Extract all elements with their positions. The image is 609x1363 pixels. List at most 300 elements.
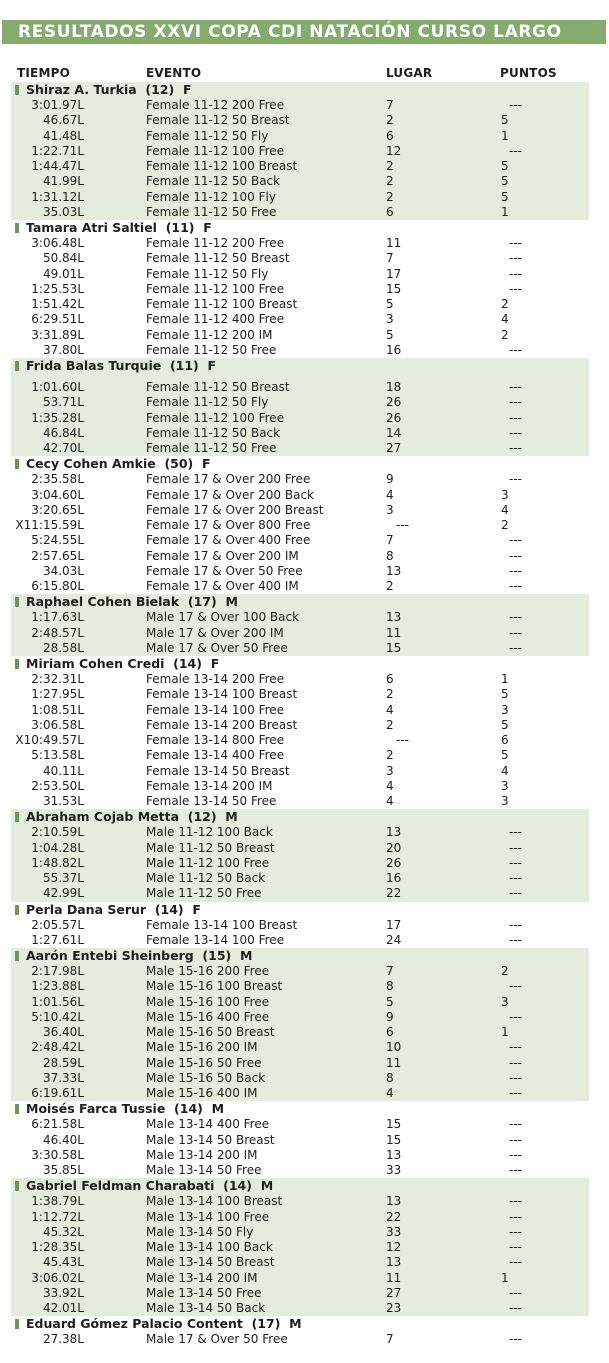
result-row	[0, 794, 609, 809]
result-time: 1:27.95L	[31, 687, 84, 702]
result-place: 11	[386, 625, 402, 640]
result-event: Male 15-16 400 Free	[146, 1009, 270, 1024]
result-place: 27	[386, 1285, 402, 1300]
result-row	[0, 1255, 609, 1270]
swimmer-name: Miriam Cohen Credi	[26, 656, 165, 671]
result-points: 4	[501, 763, 509, 778]
result-event: Female 11-12 50 Breast	[146, 251, 290, 266]
result-row	[0, 328, 609, 343]
result-event: Female 11-12 50 Fly	[146, 128, 269, 143]
result-time: 35.85L	[42, 1163, 84, 1177]
header-tiempo: TIEMPO	[17, 66, 70, 80]
result-row	[0, 488, 609, 503]
result-points: ---	[509, 979, 522, 994]
result-points: ---	[509, 1009, 522, 1024]
swimmer-heading	[0, 948, 609, 964]
result-time: 46.84L	[42, 425, 84, 440]
result-event: Female 17 & Over 800 Free	[146, 518, 311, 532]
result-row	[0, 1301, 609, 1316]
result-event: Male 11-12 50 Back	[146, 871, 266, 885]
result-row	[0, 918, 609, 933]
result-place: 13	[386, 1255, 402, 1270]
swimmer-age: (14)	[154, 901, 184, 917]
result-row	[0, 1086, 609, 1101]
result-points: 4	[501, 312, 509, 327]
result-points: ---	[509, 825, 522, 840]
result-points: 3	[501, 487, 509, 502]
result-row	[0, 718, 609, 733]
result-event: Male 15-16 50 Free	[146, 1055, 262, 1070]
result-place: 22	[386, 1209, 402, 1224]
result-points: ---	[509, 871, 522, 885]
result-points: ---	[509, 1285, 522, 1300]
result-time: 40.11L	[42, 763, 84, 778]
result-event: Female 11-12 100 Free	[146, 410, 285, 425]
result-points: ---	[509, 840, 522, 855]
result-place: 15	[386, 281, 402, 296]
swimmer-marker-icon	[15, 1319, 19, 1329]
result-points: 2	[501, 327, 509, 342]
result-place: 14	[386, 425, 402, 440]
result-place: 3	[386, 502, 394, 517]
result-row	[0, 1071, 609, 1086]
result-points: ---	[509, 1132, 522, 1147]
result-place: 13	[386, 563, 402, 578]
result-points: 5	[501, 748, 509, 763]
result-place: 6	[386, 204, 394, 219]
result-place: 22	[386, 886, 402, 901]
result-points: ---	[509, 441, 522, 455]
result-row	[0, 297, 609, 312]
swimmer-heading	[0, 594, 609, 610]
result-place: 11	[386, 236, 402, 250]
result-event: Female 11-12 200 Free	[146, 98, 285, 112]
result-event: Male 15-16 100 Free	[146, 994, 270, 1009]
result-place: ---	[396, 733, 409, 747]
result-time: 1:08.51L	[31, 702, 84, 717]
result-time: 1:31.12L	[31, 189, 84, 204]
result-points: ---	[509, 1332, 522, 1347]
result-points: 2	[501, 518, 509, 532]
result-points: ---	[509, 1070, 522, 1085]
result-row	[0, 733, 609, 748]
swimmer-gender: F	[202, 456, 211, 472]
result-place: 33	[386, 1224, 402, 1239]
result-place: 4	[386, 794, 394, 808]
result-row	[0, 98, 609, 113]
swimmer-name: Frida Balas Turquie	[26, 358, 162, 373]
result-row	[0, 995, 609, 1010]
result-time: 5:24.55L	[31, 533, 84, 548]
result-row	[0, 251, 609, 266]
result-event: Female 13-14 100 Breast	[146, 687, 298, 702]
swimmer-age: (14)	[223, 1178, 252, 1194]
result-row	[0, 1225, 609, 1240]
result-time: 6:15.80L	[31, 579, 84, 593]
result-time: 46.40L	[42, 1132, 84, 1147]
result-points: ---	[509, 1055, 522, 1070]
swimmer-marker-icon	[15, 905, 19, 915]
result-event: Female 13-14 200 IM	[146, 778, 273, 793]
result-time: 31.53L	[42, 794, 84, 808]
result-row	[0, 1025, 609, 1040]
result-points: 1	[501, 128, 509, 143]
swimmer-block	[0, 1101, 609, 1178]
result-place: 27	[386, 441, 402, 455]
result-points: ---	[509, 1240, 522, 1254]
result-place: 10	[386, 1040, 402, 1055]
result-event: Male 15-16 100 Breast	[146, 979, 283, 994]
swimmer-block	[0, 220, 609, 358]
result-place: 17	[386, 917, 402, 932]
result-event: Male 17 & Over 200 IM	[146, 625, 284, 640]
result-points: ---	[509, 579, 522, 593]
result-time: X10:49.57L	[15, 733, 84, 747]
result-points: 3	[501, 778, 509, 793]
result-time: 27.38L	[42, 1332, 84, 1347]
result-time: 2:05.57L	[31, 917, 84, 932]
result-event: Male 13-14 50 Breast	[146, 1132, 275, 1147]
result-place: 26	[386, 395, 402, 410]
result-event: Female 13-14 100 Free	[146, 932, 285, 947]
result-points: ---	[509, 251, 522, 266]
result-time: 37.80L	[42, 342, 84, 357]
result-place: 11	[386, 1270, 402, 1285]
swimmer-age: (17)	[187, 594, 217, 610]
swimmer-marker-icon	[15, 659, 19, 669]
result-row	[0, 1163, 609, 1178]
result-event: Female 13-14 400 Free	[146, 748, 285, 763]
result-points: ---	[509, 472, 522, 487]
result-row	[0, 1271, 609, 1286]
swimmer-name: Cecy Cohen Amkie	[26, 456, 156, 472]
result-row	[0, 267, 609, 282]
result-time: 28.59L	[42, 1055, 84, 1070]
result-time: 50.84L	[42, 251, 84, 266]
result-points: 5	[501, 687, 509, 702]
swimmer-marker-icon	[15, 951, 19, 961]
result-points: 5	[501, 189, 509, 204]
result-place: 5	[386, 327, 394, 342]
result-event: Female 11-12 400 Free	[146, 312, 285, 327]
result-time: 2:53.50L	[31, 778, 84, 793]
result-place: 9	[386, 1009, 394, 1024]
result-time: 35.03L	[42, 204, 84, 219]
result-points: 5	[501, 113, 509, 128]
result-points: ---	[509, 395, 522, 410]
result-place: ---	[396, 518, 409, 532]
result-place: 2	[386, 579, 394, 593]
result-place: 2	[386, 113, 394, 128]
result-event: Female 13-14 50 Free	[146, 794, 277, 808]
result-event: Male 13-14 50 Free	[146, 1163, 262, 1177]
swimmer-gender: F	[182, 82, 192, 97]
result-event: Male 15-16 50 Breast	[146, 1025, 275, 1039]
result-place: 6	[386, 672, 394, 686]
result-place: 7	[386, 964, 394, 978]
result-event: Female 11-12 50 Fly	[146, 395, 269, 410]
result-place: 16	[386, 342, 402, 357]
result-event: Female 11-12 100 Breast	[146, 297, 298, 311]
swimmer-heading	[0, 1316, 609, 1332]
swimmer-age: (17)	[251, 1316, 281, 1332]
result-time: 1:04.28L	[31, 840, 84, 855]
result-event: Female 11-12 100 Free	[146, 281, 285, 296]
result-event: Male 17 & Over 50 Free	[146, 1332, 288, 1347]
result-event: Female 17 & Over 200 Breast	[146, 502, 324, 517]
result-points: 6	[501, 733, 509, 747]
header-lugar: LUGAR	[386, 66, 433, 80]
result-row	[0, 1286, 609, 1301]
result-row	[0, 748, 609, 763]
swimmer-block	[0, 1178, 609, 1316]
result-place: 4	[386, 702, 394, 717]
page-title: RESULTADOS XXVI COPA CDI NATACIÓN CURSO LARGO	[2, 20, 606, 44]
swimmer-heading	[0, 456, 609, 472]
result-points: ---	[509, 1040, 522, 1055]
results-list	[0, 82, 609, 1348]
result-row	[0, 533, 609, 548]
result-time: 2:35.58L	[31, 472, 84, 487]
result-points: ---	[509, 917, 522, 932]
swimmer-gender: M	[225, 809, 238, 825]
swimmer-age: (14)	[173, 656, 202, 671]
result-event: Female 11-12 50 Fly	[146, 266, 269, 281]
result-event: Male 15-16 200 Free	[146, 964, 270, 978]
swimmer-name: Moisés Farca Tussie	[26, 1101, 166, 1117]
swimmer-name: Perla Dana Serur	[26, 901, 147, 917]
swimmer-block	[0, 656, 609, 809]
result-place: 3	[386, 312, 394, 327]
result-row	[0, 159, 609, 174]
result-event: Male 11-12 50 Breast	[146, 840, 275, 855]
result-row	[0, 687, 609, 702]
result-place: 5	[386, 994, 394, 1009]
result-row	[0, 1117, 609, 1132]
result-event: Male 13-14 400 Free	[146, 1117, 270, 1132]
swimmer-gender: M	[289, 1316, 302, 1332]
result-event: Female 17 & Over 400 Free	[146, 533, 311, 548]
result-time: 1:38.79L	[31, 1194, 84, 1209]
result-place: 13	[386, 610, 402, 625]
column-headers	[0, 66, 609, 82]
result-time: 46.67L	[42, 113, 84, 128]
result-time: 53.71L	[42, 395, 84, 410]
result-event: Female 11-12 50 Free	[146, 204, 277, 219]
result-points: 4	[501, 502, 509, 517]
result-time: 1:01.60L	[31, 380, 84, 394]
result-row	[0, 129, 609, 144]
result-event: Female 17 & Over 400 IM	[146, 579, 299, 593]
result-event: Female 11-12 50 Back	[146, 425, 281, 440]
result-row	[0, 1332, 609, 1347]
result-place: 12	[386, 1240, 402, 1254]
result-event: Male 17 & Over 100 Back	[146, 610, 300, 625]
result-event: Female 11-12 50 Free	[146, 441, 277, 455]
swimmer-gender: F	[210, 656, 220, 671]
result-row	[0, 113, 609, 128]
result-points: ---	[509, 342, 522, 357]
result-place: 5	[386, 297, 394, 311]
result-place: 7	[386, 251, 394, 266]
swimmer-block	[0, 948, 609, 1101]
result-row	[0, 395, 609, 410]
swimmer-gender: F	[203, 220, 212, 235]
swimmer-gender: F	[192, 901, 201, 917]
swimmer-age: (15)	[202, 948, 232, 963]
result-event: Female 11-12 100 Breast	[146, 159, 298, 173]
result-row	[0, 282, 609, 297]
result-event: Female 11-12 50 Breast	[146, 113, 290, 128]
swimmer-gender: M	[260, 1178, 274, 1194]
result-points: 5	[501, 717, 509, 732]
result-place: 23	[386, 1301, 402, 1315]
result-time: 1:25.53L	[31, 281, 84, 296]
header-puntos: PUNTOS	[500, 66, 557, 80]
result-event: Female 11-12 50 Back	[146, 174, 281, 189]
result-time: 1:17.63L	[31, 610, 84, 625]
result-event: Male 13-14 200 IM	[146, 1147, 258, 1162]
result-points: 1	[501, 1025, 509, 1039]
result-time: 42.99L	[42, 886, 84, 901]
result-row	[0, 1240, 609, 1255]
result-points: ---	[509, 932, 522, 947]
result-time: 3:20.65L	[31, 502, 84, 517]
swimmer-heading	[0, 82, 609, 98]
result-time: 3:06.48L	[31, 236, 84, 250]
result-place: 2	[386, 687, 394, 702]
swimmer-heading	[0, 220, 609, 236]
result-row	[0, 441, 609, 456]
result-points: 3	[501, 794, 509, 808]
result-points: ---	[509, 266, 522, 281]
result-place: 8	[386, 979, 394, 994]
result-event: Female 17 & Over 200 Back	[146, 487, 314, 502]
result-time: 5:10.42L	[31, 1009, 84, 1024]
result-row	[0, 1010, 609, 1025]
swimmer-name: Aarón Entebi Sheinberg	[26, 948, 194, 963]
swimmer-marker-icon	[15, 1181, 19, 1191]
result-time: 1:28.35L	[31, 1240, 84, 1254]
result-row	[0, 518, 609, 533]
swimmer-block	[0, 82, 609, 220]
result-time: 55.37L	[42, 871, 84, 885]
result-points: ---	[509, 410, 522, 425]
result-row	[0, 841, 609, 856]
swimmer-age: (12)	[145, 82, 175, 97]
result-place: 2	[386, 174, 394, 189]
result-row	[0, 1133, 609, 1148]
result-event: Male 15-16 50 Back	[146, 1070, 266, 1085]
result-event: Male 13-14 50 Back	[146, 1301, 266, 1315]
result-event: Female 13-14 100 Breast	[146, 917, 298, 932]
result-points: ---	[509, 1301, 522, 1315]
result-place: 7	[386, 98, 394, 112]
result-time: 1:27.61L	[31, 932, 84, 947]
result-points: ---	[509, 548, 522, 563]
result-time: 28.58L	[42, 640, 84, 655]
swimmer-heading	[0, 1101, 609, 1117]
result-place: 8	[386, 548, 394, 563]
result-time: 45.32L	[42, 1224, 84, 1239]
result-time: 3:06.02L	[31, 1270, 84, 1285]
result-time: 1:44.47L	[31, 159, 84, 173]
result-row	[0, 426, 609, 441]
result-row	[0, 703, 609, 718]
result-time: 1:22.71L	[31, 143, 84, 158]
swimmer-gender: M	[225, 594, 238, 610]
swimmer-marker-icon	[15, 223, 19, 233]
result-place: 26	[386, 410, 402, 425]
swimmer-age: (11)	[169, 358, 199, 373]
result-place: 9	[386, 472, 394, 487]
result-points: 1	[501, 1270, 509, 1285]
swimmer-name: Shiraz A. Turkia	[26, 82, 137, 97]
result-row	[0, 1194, 609, 1209]
result-points: ---	[509, 1255, 522, 1270]
result-place: 24	[386, 932, 402, 947]
result-event: Male 15-16 400 IM	[146, 1086, 258, 1100]
result-event: Male 13-14 200 IM	[146, 1270, 258, 1285]
result-event: Male 13-14 50 Free	[146, 1285, 262, 1300]
result-time: 2:10.59L	[31, 825, 84, 840]
swimmer-marker-icon	[15, 361, 19, 371]
result-event: Female 13-14 200 Breast	[146, 717, 298, 732]
result-points: ---	[509, 1194, 522, 1209]
result-event: Male 11-12 50 Free	[146, 886, 262, 901]
result-row	[0, 871, 609, 886]
swimmer-name: Raphael Cohen Bielak	[26, 594, 180, 610]
swimmer-age: (11)	[165, 220, 195, 235]
result-row	[0, 856, 609, 871]
swimmer-block	[0, 594, 609, 656]
result-row	[0, 626, 609, 641]
result-event: Male 13-14 50 Fly	[146, 1224, 254, 1239]
result-row	[0, 564, 609, 579]
result-time: 2:32.31L	[31, 672, 84, 686]
result-points: ---	[509, 281, 522, 296]
result-points: ---	[509, 425, 522, 440]
result-place: 2	[386, 189, 394, 204]
result-time: X11:15.59L	[15, 518, 84, 532]
result-points: 1	[501, 204, 509, 219]
result-time: 2:48.42L	[31, 1040, 84, 1055]
result-place: 4	[386, 487, 394, 502]
result-place: 4	[386, 778, 394, 793]
result-row	[0, 964, 609, 979]
swimmer-name: Gabriel Feldman Charabati	[26, 1178, 215, 1194]
result-points: ---	[509, 625, 522, 640]
result-place: 6	[386, 128, 394, 143]
result-points: 2	[501, 964, 509, 978]
swimmer-heading	[0, 358, 609, 374]
result-row	[0, 312, 609, 327]
result-row	[0, 1056, 609, 1071]
result-points: ---	[509, 886, 522, 901]
result-time: 5:13.58L	[31, 748, 84, 763]
result-points: ---	[509, 533, 522, 548]
swimmer-heading	[0, 902, 609, 918]
result-row	[0, 411, 609, 426]
swimmer-block	[0, 456, 609, 594]
swimmer-gender: M	[239, 948, 253, 963]
swimmer-block	[0, 358, 609, 456]
result-points: ---	[509, 380, 522, 394]
result-event: Female 11-12 50 Free	[146, 342, 277, 357]
swimmer-marker-icon	[15, 597, 19, 607]
result-row	[0, 549, 609, 564]
result-time: 3:06.58L	[31, 717, 84, 732]
